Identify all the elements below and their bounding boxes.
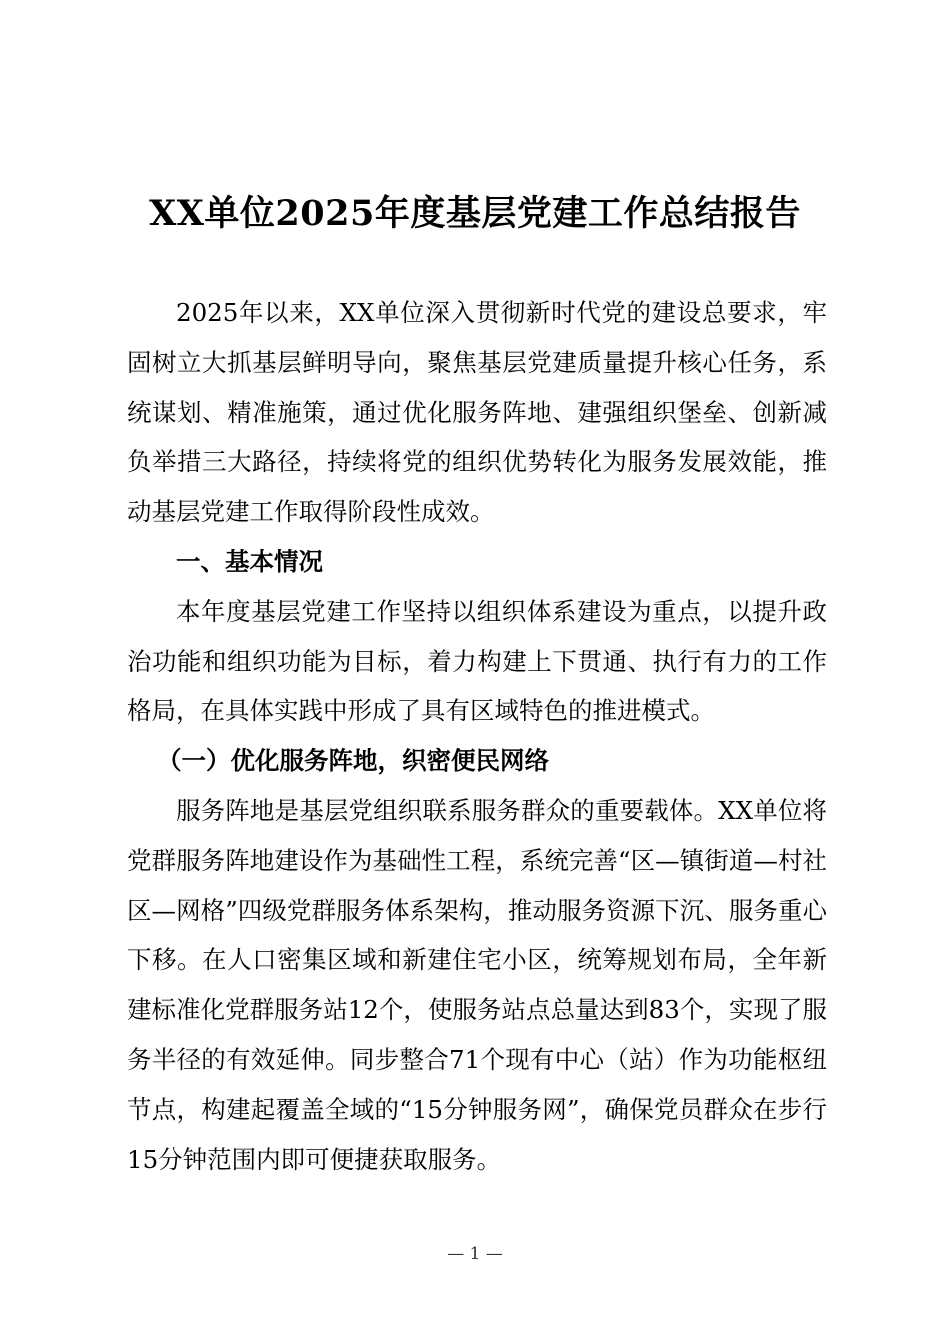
- page-number: — 1 —: [447, 1244, 503, 1264]
- subsection-heading-service-positions: （一）优化服务阵地，织密便民网络: [157, 746, 549, 776]
- section-heading-basic-situation: 一、基本情况: [176, 546, 323, 576]
- document-title: XX单位2025年度基层党建工作总结报告: [149, 193, 801, 234]
- document-body: [127, 288, 827, 1184]
- intro-paragraph: 2025年以来，XX单位深入贯彻新时代党的建设总要求，牢固树立大抓基层鲜明导向，聚焦基层党建质量提升核心任务，系统谋划、精准施策，通过优化服务阵地、建强组织堡垒、创新减负举措三大路径，持续将党的组织优势转化为服务发展效能，推动基层党建工作取得阶段性成效。: [127, 298, 827, 527]
- subsection-paragraph: 服务阵地是基层党组织联系服务群众的重要载体。XX单位将党群服务阵地建设作为基础性工程，系统完善“区—镇街道—村社区—网格”四级党群服务体系架构，推动服务资源下沉、服务重心下移。在人口密集区域和新建住宅小区，统筹规划布局，全年新建标准化党群服务站12个，使服务站点总量达到83个，实现了服务半径的有效延伸。同步整合71个现有中心（站）作为功能枢纽节点，构建起覆盖全域的“15分钟服务网”，确保党员群众在步行15分钟范围内即可便捷获取服务。: [127, 795, 827, 1174]
- section-paragraph: 本年度基层党建工作坚持以组织体系建设为重点，以提升政治功能和组织功能为目标，着力构建上下贯通、执行有力的工作格局，在具体实践中形成了具有区域特色的推进模式。: [127, 596, 827, 726]
